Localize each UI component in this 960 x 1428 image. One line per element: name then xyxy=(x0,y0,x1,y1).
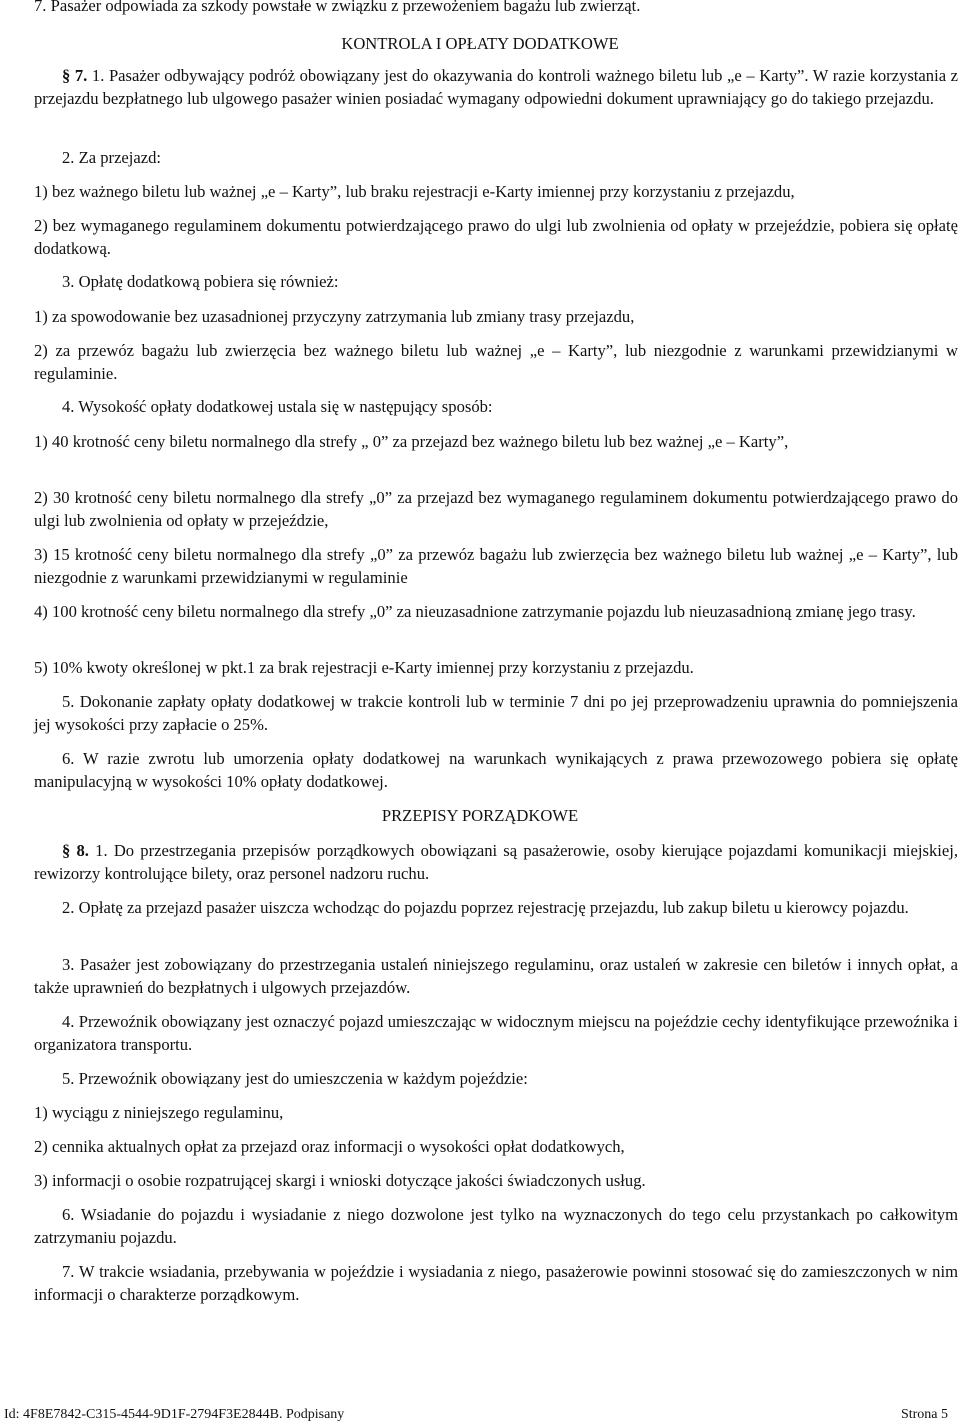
section-7-paragraph-1-text: 1. Pasażer odbywający podróż obowiązany jest do okazywania do kontroli ważnego biletu lub „e – Karty”. W razie korzystania z przejazdu bezpłatnego lub ulgowego pasażer winien posiadać wymagany odpowiedni dokument uprawniający go do takiego przejazdu. xyxy=(34,66,959,108)
footer-document-id: Id: 4F8E7842-C315-4544-9D1F-2794F3E2844B. Podpisany xyxy=(4,1407,345,1422)
section-8-paragraph-1 xyxy=(34,839,958,885)
section-7-paragraph-3-item-2: 2) za przewóz bagażu lub zwierzęcia bez ważnego biletu lub ważnej „e – Karty”, lub niezgodnie z warunkami przewidzianymi w regulaminie. xyxy=(34,341,958,383)
section-7-paragraph-3-item-1: 1) za spowodowanie bez uzasadnionej przyczyny zatrzymania lub zmiany trasy przejazdu, xyxy=(34,307,635,326)
section-8-paragraph-4: 4. Przewoźnik obowiązany jest oznaczyć pojazd umieszczając w widocznym miejscu na pojeździe cechy identyfikujące przewoźnika i organizatora transportu. xyxy=(34,1012,958,1054)
section-7-paragraph-4-item-4: 4) 100 krotność ceny biletu normalnego dla strefy „0” za nieuzasadnione zatrzymanie pojazdu lub nieuzasadnioną zmianę jego trasy. xyxy=(34,602,916,621)
page-footer xyxy=(4,1406,948,1424)
section-7-paragraph-4: 4. Wysokość opłaty dodatkowej ustala się w następujący sposób: xyxy=(62,397,493,416)
heading-kontrola: KONTROLA I OPŁATY DODATKOWE xyxy=(341,34,619,53)
section-8-paragraph-5-item-3: 3) informacji o osobie rozpatrującej skargi i wnioski dotyczące jakości świadczonych usług. xyxy=(34,1171,646,1190)
section-7-paragraph-5: 5. Dokonanie zapłaty opłaty dodatkowej w trakcie kontroli lub w terminie 7 dni po jej przeprowadzeniu uprawnia do pomniejszenia jej wysokości przy zapłacie o 25%. xyxy=(34,692,958,734)
section-7-paragraph-4-item-1: 1) 40 krotność ceny biletu normalnego dla strefy „ 0” za przejazd bez ważnego biletu lub bez ważnej „e – Karty”, xyxy=(34,432,789,451)
section-8-paragraph-1-text: 1. Do przestrzegania przepisów porządkowych obowiązani są pasażerowie, osoby kierujące pojazdami komunikacji miejskiej, rewizorzy kontrolujące bilety, oraz personel nadzoru ruchu. xyxy=(34,841,959,883)
section-8-paragraph-5: 5. Przewoźnik obowiązany jest do umieszczenia w każdym pojeździe: xyxy=(62,1069,528,1088)
section-7-paragraph-6: 6. W razie zwrotu lub umorzenia opłaty dodatkowej na warunkach wynikających z prawa przewozowego pobiera się opłatę manipulacyjną w wysokości 10% opłaty dodatkowej. xyxy=(34,749,958,791)
section-7-paragraph-1 xyxy=(34,64,958,110)
section-8-paragraph-5-item-1: 1) wyciągu z niniejszego regulaminu, xyxy=(34,1103,284,1122)
section-7-paragraph-2-item-1: 1) bez ważnego biletu lub ważnej „e – Karty”, lub braku rejestracji e-Karty imiennej przy korzystaniu z przejazdu, xyxy=(34,182,795,201)
section-7-paragraph-4-item-3: 3) 15 krotność ceny biletu normalnego dla strefy „0” za przewóz bagażu lub zwierzęcia bez ważnego biletu lub ważnej „e – Karty”, lub niezgodnie z warunkami przewidzianymi w regulaminie xyxy=(34,545,958,587)
section-8-paragraph-6: 6. Wsiadanie do pojazdu i wysiadanie z niego dozwolone jest tylko na wyznaczonych do tego celu przystankach po całkowitym zatrzymaniu pojazdu. xyxy=(34,1205,958,1247)
section-7-paragraph-2: 2. Za przejazd: xyxy=(62,148,162,167)
section-7-paragraph-2-item-2: 2) bez wymaganego regulaminem dokumentu potwierdzającego prawo do ulgi lub zwolnienia od opłaty w przejeździe, pobiera się opłatę dodatkową. xyxy=(34,216,958,258)
section-8-symbol: § 8. xyxy=(62,841,89,860)
section-7-paragraph-3: 3. Opłatę dodatkową pobiera się również: xyxy=(62,272,339,291)
section-8-paragraph-5-item-2: 2) cennika aktualnych opłat za przejazd oraz informacji o wysokości opłat dodatkowych, xyxy=(34,1137,625,1156)
section-8-paragraph-3: 3. Pasażer jest zobowiązany do przestrzegania ustaleń niniejszego regulaminu, oraz ustaleń w zakresie cen biletów i innych opłat, a także uprawnień do bezpłatnych i ulgowych przejazdów. xyxy=(34,955,958,997)
heading-przepisy: PRZEPISY PORZĄDKOWE xyxy=(381,806,579,825)
paragraph-7-7: 7. Pasażer odpowiada za szkody powstałe w związku z przewożeniem bagażu lub zwierząt. xyxy=(34,0,641,15)
section-8-paragraph-2: 2. Opłatę za przejazd pasażer uiszcza wchodząc do pojazdu poprzez rejestrację przejazdu, lub zakup biletu u kierowcy pojazdu. xyxy=(62,898,909,917)
section-8-paragraph-7: 7. W trakcie wsiadania, przebywania w pojeździe i wysiadania z niego, pasażerowie powinni stosować się do zamieszczonych w nim informacji o charakterze porządkowym. xyxy=(34,1262,958,1304)
section-7-paragraph-4-item-5: 5) 10% kwoty określonej w pkt.1 za brak rejestracji e-Karty imiennej przy korzystaniu z przejazdu. xyxy=(34,658,694,677)
footer-page-number: Strona 5 xyxy=(900,1407,948,1422)
section-7-paragraph-4-item-2: 2) 30 krotność ceny biletu normalnego dla strefy „0” za przejazd bez wymaganego regulaminem dokumentu potwierdzającego prawo do ulgi lub zwolnienia od opłaty w przejeździe, xyxy=(34,488,958,530)
section-7-symbol: § 7. xyxy=(62,66,88,85)
